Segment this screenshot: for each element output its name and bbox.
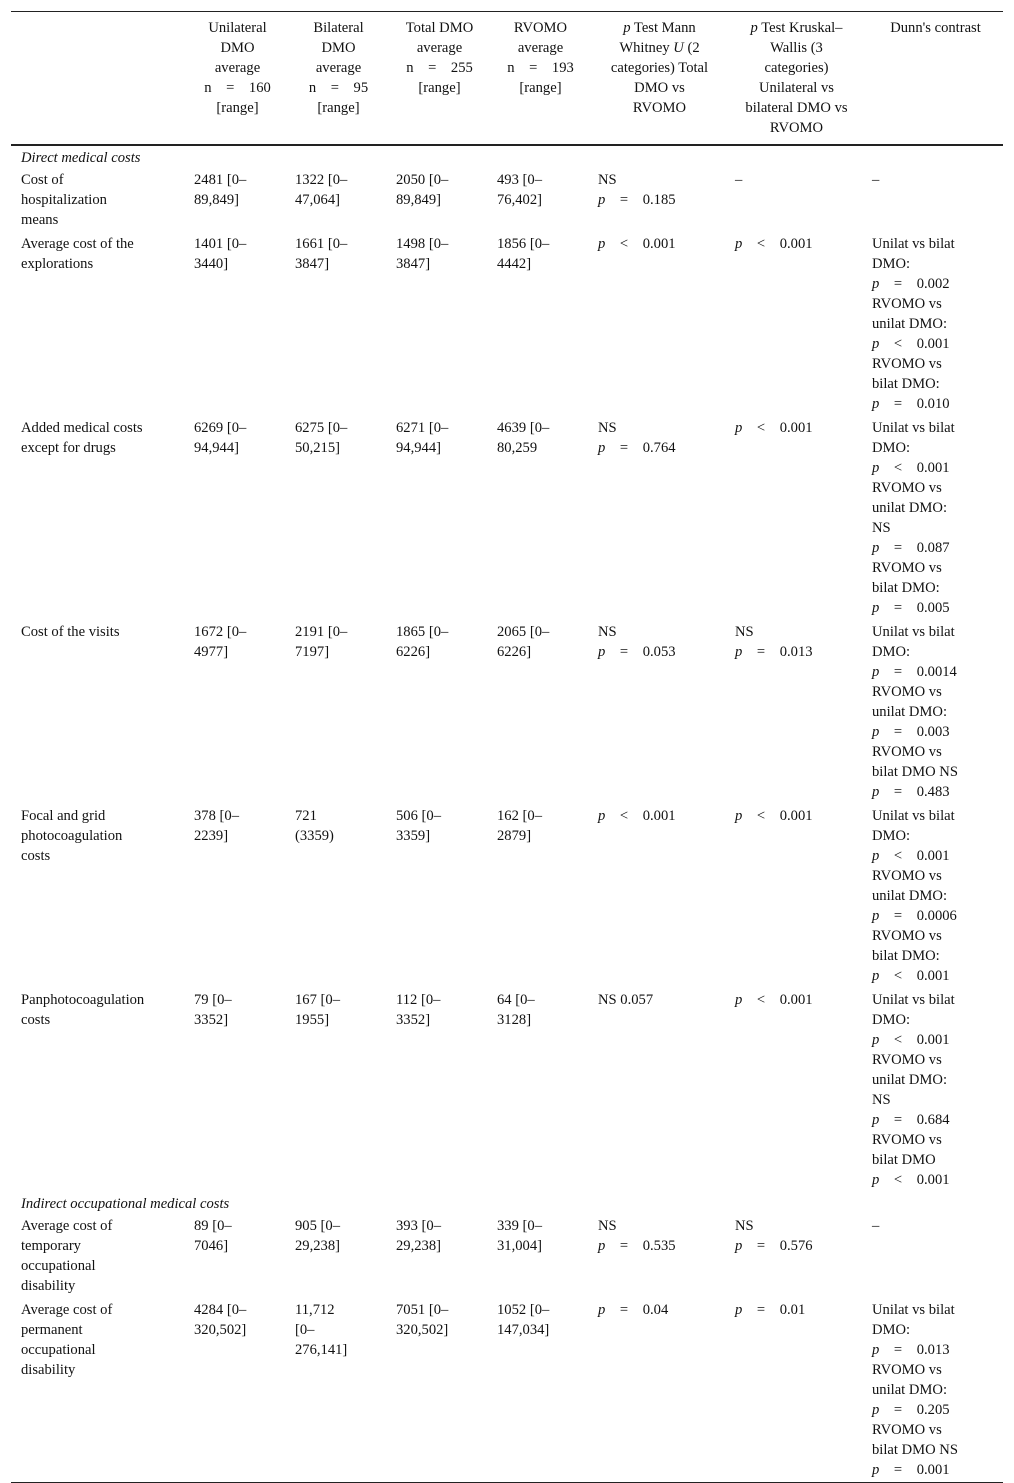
table-row (11, 620, 1003, 804)
cell-line: Unilat vs bilat (872, 236, 955, 252)
cell-line: costs (21, 1012, 51, 1028)
cell-unilateral (184, 416, 285, 620)
cell-label (11, 416, 184, 620)
cell-line: Panphotocoagulation (21, 992, 145, 1008)
cell-line: 89,849] (396, 192, 441, 208)
cell-total (386, 416, 487, 620)
cell-line: DMO: (872, 644, 911, 660)
header-total (386, 12, 487, 146)
header-line: p Test Kruskal– (750, 20, 843, 36)
cell-line: p < 0.001 (872, 848, 950, 864)
cell-line: p = 0.684 (872, 1112, 950, 1128)
cell-line: (3359) (295, 828, 334, 844)
cell-line: unilat DMO: (872, 316, 947, 332)
cell-kruskal-wallis (725, 416, 862, 620)
cell-line: 4442] (497, 256, 532, 272)
cell-line: RVOMO vs (872, 296, 942, 312)
cell-line: Average cost of the (21, 236, 134, 252)
cell-line: RVOMO vs (872, 1132, 942, 1148)
cell-line: 7046] (194, 1238, 229, 1254)
cell-line: p = 0.053 (598, 644, 676, 660)
cell-line: p = 0.087 (872, 540, 950, 556)
cell-line: p = 0.003 (872, 724, 950, 740)
cell-line: 1955] (295, 1012, 330, 1028)
cell-line: 905 [0– (295, 1218, 340, 1234)
cell-line: DMO: (872, 828, 911, 844)
cell-mann-whitney (588, 804, 725, 988)
cell-line: bilat DMO: (872, 580, 940, 596)
cell-line: 29,238] (396, 1238, 441, 1254)
header-line: Bilateral (313, 20, 364, 36)
cell-line: p = 0.005 (872, 600, 950, 616)
cell-kruskal-wallis (725, 232, 862, 416)
cell-line: p = 0.205 (872, 1402, 950, 1418)
cell-line: RVOMO vs (872, 1362, 942, 1378)
header-line: RVOMO (632, 100, 687, 116)
cell-line: 2065 [0– (497, 624, 550, 640)
cell-line: disability (21, 1278, 76, 1294)
header-label (11, 12, 184, 146)
cell-line: explorations (21, 256, 94, 272)
cell-bilateral (285, 232, 386, 416)
section-row (11, 1192, 1003, 1214)
cell-bilateral (285, 620, 386, 804)
cell-rvomo (487, 620, 588, 804)
header-line: Total DMO (405, 20, 474, 36)
cell-bilateral (285, 1298, 386, 1483)
table-row (11, 232, 1003, 416)
cell-line: 721 (295, 808, 317, 824)
cell-label (11, 168, 184, 232)
cell-line: 2879] (497, 828, 532, 844)
cell-line: temporary (21, 1238, 81, 1254)
cell-line: – (735, 172, 743, 188)
cell-unilateral (184, 1298, 285, 1483)
cell-line: 1672 [0– (194, 624, 247, 640)
cell-line: 2191 [0– (295, 624, 348, 640)
cell-line: p = 0.185 (598, 192, 676, 208)
cell-total (386, 804, 487, 988)
cost-comparison-table (11, 11, 1003, 1483)
header-line: Unilateral vs (759, 80, 834, 96)
cell-line: 320,502] (396, 1322, 449, 1338)
cell-line: 162 [0– (497, 808, 542, 824)
cell-line: unilat DMO: (872, 888, 947, 904)
cell-line: 3128] (497, 1012, 532, 1028)
cell-line: bilat DMO NS (872, 1442, 958, 1458)
cell-line: Unilat vs bilat (872, 992, 955, 1008)
header-line: [range] (418, 80, 461, 96)
cell-total (386, 168, 487, 232)
cell-kruskal-wallis (725, 1214, 862, 1298)
cell-line: p = 0.0006 (872, 908, 957, 924)
header-line: p Test Mann (623, 20, 696, 36)
header-line: average (517, 40, 564, 56)
cell-line: 11,712 (295, 1302, 335, 1318)
cell-line: 3847] (295, 256, 330, 272)
cell-line: 1401 [0– (194, 236, 247, 252)
cell-kruskal-wallis (725, 620, 862, 804)
cell-line: NS (598, 420, 617, 436)
cell-line: 1865 [0– (396, 624, 449, 640)
header-mann-whitney (588, 12, 725, 146)
cell-mann-whitney (588, 988, 725, 1192)
cell-line: 6226] (396, 644, 431, 660)
cell-line: 320,502] (194, 1322, 247, 1338)
cell-line: photocoagulation (21, 828, 123, 844)
section-title: Indirect occupational medical costs (21, 1196, 230, 1212)
cell-line: DMO: (872, 1322, 911, 1338)
header-line: DMO (321, 40, 356, 56)
cell-label (11, 1298, 184, 1483)
header-bilateral (285, 12, 386, 146)
cell-line: p < 0.001 (735, 420, 813, 436)
cell-line: Average cost of (21, 1302, 113, 1318)
cell-line: 2239] (194, 828, 229, 844)
header-rvomo (487, 12, 588, 146)
header-line: categories) Total (610, 60, 709, 76)
cell-line: disability (21, 1362, 76, 1378)
cell-line: Average cost of (21, 1218, 113, 1234)
cell-mann-whitney (588, 620, 725, 804)
cell-line: 79 [0– (194, 992, 232, 1008)
cell-kruskal-wallis (725, 804, 862, 988)
cell-line: 4977] (194, 644, 229, 660)
header-line: n = 95 (308, 80, 369, 96)
header-line: [range] (317, 100, 360, 116)
cell-line: 167 [0– (295, 992, 340, 1008)
cell-line: 493 [0– (497, 172, 542, 188)
cell-line: 1661 [0– (295, 236, 348, 252)
cell-line: 1498 [0– (396, 236, 449, 252)
cell-line: p < 0.001 (872, 460, 950, 476)
cell-line: costs (21, 848, 51, 864)
cell-line: p < 0.001 (872, 336, 950, 352)
cell-dunn (862, 168, 1003, 232)
header-line: RVOMO (513, 20, 568, 36)
cell-bilateral (285, 988, 386, 1192)
cell-line: 89,849] (194, 192, 239, 208)
cell-line: 3352] (194, 1012, 229, 1028)
cell-line: unilat DMO: (872, 1382, 947, 1398)
header-line: bilateral DMO vs (745, 100, 848, 116)
cell-kruskal-wallis (725, 168, 862, 232)
cell-dunn (862, 620, 1003, 804)
cell-line: 2481 [0– (194, 172, 247, 188)
cell-line: hospitalization (21, 192, 107, 208)
cell-dunn (862, 416, 1003, 620)
cell-total (386, 1298, 487, 1483)
cell-rvomo (487, 416, 588, 620)
cell-unilateral (184, 232, 285, 416)
header-dunn (862, 12, 1003, 146)
cell-line: DMO: (872, 1012, 911, 1028)
header-line: RVOMO (769, 120, 824, 136)
cell-bilateral (285, 168, 386, 232)
cell-line: NS (872, 1092, 891, 1108)
cell-line: RVOMO vs (872, 480, 942, 496)
cell-label (11, 232, 184, 416)
cell-line: Cost of (21, 172, 64, 188)
header-line: categories) (764, 60, 829, 76)
cell-line: 50,215] (295, 440, 340, 456)
cell-line: RVOMO vs (872, 1052, 942, 1068)
cell-line: p < 0.001 (735, 992, 813, 1008)
cell-line: p < 0.001 (872, 1032, 950, 1048)
cell-line: DMO: (872, 256, 911, 272)
header-line: [range] (519, 80, 562, 96)
header-line: DMO vs (634, 80, 685, 96)
cell-line: NS (598, 1218, 617, 1234)
cell-line: 393 [0– (396, 1218, 441, 1234)
cell-dunn (862, 1298, 1003, 1483)
header-line: n = 255 (406, 60, 473, 76)
table-header-row (11, 12, 1003, 146)
cell-line: p = 0.013 (872, 1342, 950, 1358)
cell-unilateral (184, 804, 285, 988)
cell-rvomo (487, 1214, 588, 1298)
cell-line: RVOMO vs (872, 1422, 942, 1438)
cell-line: Added medical costs (21, 420, 143, 436)
cell-line: Unilat vs bilat (872, 808, 955, 824)
cell-line: NS (598, 172, 617, 188)
cell-line: 89 [0– (194, 1218, 232, 1234)
cell-line: p = 0.0014 (872, 664, 957, 680)
cell-line: unilat DMO: (872, 704, 947, 720)
header-line: average (315, 60, 362, 76)
cell-line: 29,238] (295, 1238, 340, 1254)
cell-line: NS (735, 1218, 754, 1234)
cell-line: p < 0.001 (735, 808, 813, 824)
cell-label (11, 988, 184, 1192)
cell-line: NS (872, 520, 891, 536)
cell-line: p < 0.001 (598, 236, 676, 252)
cell-line: 6269 [0– (194, 420, 247, 436)
header-line: average (416, 40, 463, 56)
header-line: n = 193 (507, 60, 574, 76)
cell-line: bilat DMO (872, 1152, 936, 1168)
cell-total (386, 232, 487, 416)
cell-line: 2050 [0– (396, 172, 449, 188)
cell-line: Cost of the visits (21, 624, 120, 640)
cell-unilateral (184, 1214, 285, 1298)
cell-line: 506 [0– (396, 808, 441, 824)
cell-line: p = 0.04 (598, 1302, 669, 1318)
cell-line: bilat DMO NS (872, 764, 958, 780)
cell-line: – (872, 1218, 880, 1234)
cell-line: 147,034] (497, 1322, 550, 1338)
cell-line: bilat DMO: (872, 948, 940, 964)
cell-line: p = 0.483 (872, 784, 950, 800)
cell-line: 76,402] (497, 192, 542, 208)
cell-kruskal-wallis (725, 988, 862, 1192)
section-row (11, 145, 1003, 168)
cell-line: p < 0.001 (872, 968, 950, 984)
cell-line: 112 [0– (396, 992, 441, 1008)
cell-line: p < 0.001 (598, 808, 676, 824)
cell-unilateral (184, 168, 285, 232)
header-line: DMO (220, 40, 255, 56)
cell-line: unilat DMO: (872, 1072, 947, 1088)
table-row (11, 168, 1003, 232)
cell-line: Unilat vs bilat (872, 420, 955, 436)
cell-rvomo (487, 988, 588, 1192)
cell-line: 1856 [0– (497, 236, 550, 252)
cell-line: 64 [0– (497, 992, 535, 1008)
cell-line: Unilat vs bilat (872, 624, 955, 640)
cell-mann-whitney (588, 168, 725, 232)
cell-line: except for drugs (21, 440, 116, 456)
cell-kruskal-wallis (725, 1298, 862, 1483)
cell-line: DMO: (872, 440, 911, 456)
cell-line: Focal and grid (21, 808, 106, 824)
cell-line: 6226] (497, 644, 532, 660)
cell-line: 6275 [0– (295, 420, 348, 436)
cell-rvomo (487, 168, 588, 232)
cell-line: 3847] (396, 256, 431, 272)
cell-line: occupational (21, 1342, 96, 1358)
cell-line: 339 [0– (497, 1218, 542, 1234)
cell-line: occupational (21, 1258, 96, 1274)
cell-line: 3359] (396, 828, 431, 844)
cell-bilateral (285, 416, 386, 620)
header-line: average (214, 60, 261, 76)
cell-line: p < 0.001 (735, 236, 813, 252)
cell-unilateral (184, 988, 285, 1192)
cell-line: NS 0.057 (598, 992, 654, 1008)
cell-line: 3352] (396, 1012, 431, 1028)
cell-mann-whitney (588, 1214, 725, 1298)
cell-line: NS (735, 624, 754, 640)
cell-line: p = 0.535 (598, 1238, 676, 1254)
cell-line: 3440] (194, 256, 229, 272)
cell-line: RVOMO vs (872, 928, 942, 944)
cell-line: unilat DMO: (872, 500, 947, 516)
header-unilateral (184, 12, 285, 146)
header-line: Wallis (3 (770, 40, 823, 56)
table-row (11, 416, 1003, 620)
cell-line: 4639 [0– (497, 420, 550, 436)
cell-rvomo (487, 1298, 588, 1483)
cell-label (11, 1214, 184, 1298)
cell-line: 47,064] (295, 192, 340, 208)
cell-line: – (872, 172, 880, 188)
cell-total (386, 988, 487, 1192)
cell-line: p < 0.001 (872, 1172, 950, 1188)
cell-line: RVOMO vs (872, 684, 942, 700)
cell-total (386, 1214, 487, 1298)
cell-line: p = 0.764 (598, 440, 676, 456)
cell-line: p = 0.010 (872, 396, 950, 412)
cell-line: NS (598, 624, 617, 640)
cell-mann-whitney (588, 232, 725, 416)
cell-line: p = 0.001 (872, 1462, 950, 1478)
cell-line: 276,141] (295, 1342, 348, 1358)
cell-line: 7051 [0– (396, 1302, 449, 1318)
cell-line: p = 0.01 (735, 1302, 806, 1318)
cell-line: 1322 [0– (295, 172, 348, 188)
cell-line: 94,944] (194, 440, 239, 456)
cell-line: [0– (295, 1322, 315, 1338)
cell-line: p = 0.002 (872, 276, 950, 292)
header-line: n = 160 (204, 80, 271, 96)
header-kruskal-wallis (725, 12, 862, 146)
table-row (11, 988, 1003, 1192)
cell-line: RVOMO vs (872, 356, 942, 372)
cell-bilateral (285, 804, 386, 988)
table-row (11, 804, 1003, 988)
cell-line: 31,004] (497, 1238, 542, 1254)
cell-label (11, 804, 184, 988)
header-line: Dunn's contrast (890, 20, 981, 36)
cell-line: RVOMO vs (872, 560, 942, 576)
section-title: Direct medical costs (21, 150, 141, 166)
cell-line: 80,259 (497, 440, 538, 456)
cell-line: 6271 [0– (396, 420, 449, 436)
cell-line: 94,944] (396, 440, 441, 456)
cell-mann-whitney (588, 416, 725, 620)
cell-rvomo (487, 804, 588, 988)
header-line: Whitney U (2 (619, 40, 700, 56)
cell-dunn (862, 232, 1003, 416)
cell-line: Unilat vs bilat (872, 1302, 955, 1318)
cell-dunn (862, 1214, 1003, 1298)
table-row (11, 1298, 1003, 1483)
cell-line: p = 0.013 (735, 644, 813, 660)
cell-line: 1052 [0– (497, 1302, 550, 1318)
cell-unilateral (184, 620, 285, 804)
cell-line: 378 [0– (194, 808, 239, 824)
cell-label (11, 620, 184, 804)
cell-line: means (21, 212, 59, 228)
cell-mann-whitney (588, 1298, 725, 1483)
cell-line: bilat DMO: (872, 376, 940, 392)
table-row (11, 1214, 1003, 1298)
table-body (11, 145, 1003, 1483)
cell-bilateral (285, 1214, 386, 1298)
cell-total (386, 620, 487, 804)
cell-line: 7197] (295, 644, 330, 660)
cell-line: RVOMO vs (872, 744, 942, 760)
cell-line: p = 0.576 (735, 1238, 813, 1254)
header-line: [range] (216, 100, 259, 116)
cell-line: permanent (21, 1322, 83, 1338)
cell-line: 4284 [0– (194, 1302, 247, 1318)
cell-line: RVOMO vs (872, 868, 942, 884)
cell-dunn (862, 804, 1003, 988)
header-line: Unilateral (208, 20, 267, 36)
cell-rvomo (487, 232, 588, 416)
cell-dunn (862, 988, 1003, 1192)
